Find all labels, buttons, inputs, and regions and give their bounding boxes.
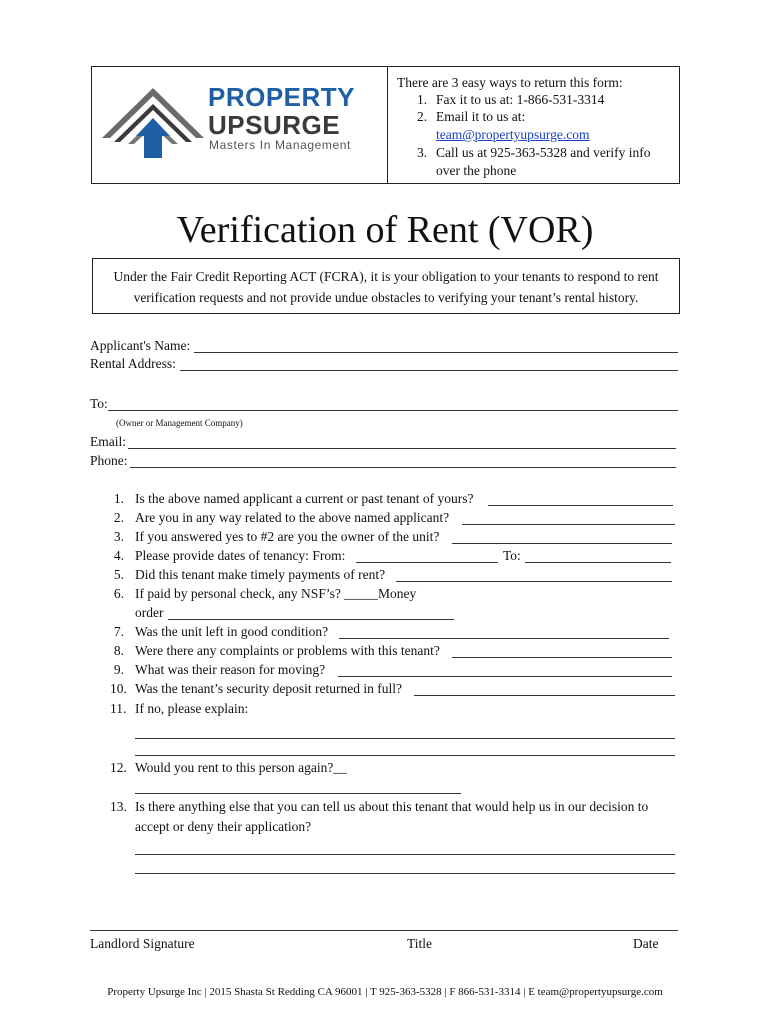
way-1-num: 1. — [417, 92, 428, 107]
logo-line2: UPSURGE — [208, 110, 341, 140]
logo-line1: PROPERTY — [208, 82, 356, 112]
question-text: order — [135, 605, 164, 620]
way-2-text: Email it to us at: — [436, 109, 526, 124]
question-num: 1. — [113, 491, 124, 506]
question-6-continued — [135, 605, 163, 621]
question-num: 6. — [113, 586, 124, 601]
way-2-num: 2. — [417, 109, 428, 124]
answer-11-line-1[interactable] — [135, 738, 675, 739]
way-3-text: Call us at 925-363-5328 and verify info — [436, 145, 651, 160]
question-text-to: To: — [503, 548, 521, 563]
rental-address-label: Rental Address: — [90, 356, 176, 371]
question-num: 11. — [110, 701, 127, 716]
question-text: accept or deny their application? — [135, 819, 312, 834]
answer-9-field[interactable] — [338, 676, 672, 677]
question-num: 12. — [110, 760, 127, 775]
house-icon — [98, 76, 208, 166]
question-13-continued — [135, 819, 311, 835]
fcra-notice — [92, 258, 680, 314]
company-logo — [98, 72, 383, 180]
answer-8-field[interactable] — [452, 657, 672, 658]
question-text: Did this tenant make timely payments of rent? — [135, 567, 386, 582]
to-note: (Owner or Management Company) — [116, 418, 243, 428]
way-1-text: Fax it to us at: 1-866-531-3314 — [436, 92, 605, 107]
title-label: Title — [407, 936, 433, 951]
question-text: What was their reason for moving? — [135, 662, 326, 677]
notice-line2: verification requests and not provide undue obstacles to verifying your tenant’s rental history. — [133, 290, 639, 305]
answer-11-line-2[interactable] — [135, 755, 675, 756]
tenancy-from-field[interactable] — [356, 562, 498, 563]
way-3-continued: over the phone — [436, 163, 517, 178]
answer-13-line-1[interactable] — [135, 854, 675, 855]
question-text: Is there anything else that you can tell us about this tenant that would help us in our decision to — [135, 799, 649, 814]
answer-12-field[interactable] — [135, 793, 461, 794]
question-text: Was the unit left in good condition? — [135, 624, 329, 639]
way-3-num: 3. — [417, 145, 428, 160]
answer-6-field[interactable] — [168, 619, 454, 620]
phone-field[interactable] — [130, 467, 676, 468]
question-text: If you answered yes to #2 are you the owner of the unit? — [135, 529, 440, 544]
header-divider — [387, 66, 388, 184]
answer-2-field[interactable] — [462, 524, 675, 525]
answer-3-field[interactable] — [452, 543, 672, 544]
question-num: 9. — [113, 662, 124, 677]
question-text: Are you in any way related to the above named applicant? — [135, 510, 450, 525]
page-title: Verification of Rent (VOR) — [176, 209, 594, 251]
applicant-name-label: Applicant's Name: — [90, 338, 191, 353]
answer-13-line-2[interactable] — [135, 873, 675, 874]
question-text: Is the above named applicant a current or past tenant of yours? — [135, 491, 474, 506]
question-num: 7. — [113, 624, 124, 639]
footer-contact: Property Upsurge Inc | 2015 Shasta St Redding CA 96001 | T 925-363-5328 | F 866-531-3314 | E team@propertyupsurge.com — [107, 986, 663, 998]
rental-address-field[interactable] — [180, 370, 678, 371]
signature-line[interactable] — [90, 930, 678, 931]
notice-line1: Under the Fair Credit Reporting ACT (FCRA), it is your obligation to your tenants to respond to rent — [113, 269, 659, 284]
answer-5-field[interactable] — [396, 581, 672, 582]
email-link[interactable]: team@propertyupsurge.com — [436, 127, 590, 142]
answer-1-field[interactable] — [488, 505, 673, 506]
to-label: To: — [90, 396, 108, 411]
question-num: 5. — [113, 567, 124, 582]
question-text: If paid by personal check, any NSF’s? _____Money — [135, 586, 417, 601]
answer-7-field[interactable] — [339, 638, 669, 639]
question-num: 13. — [110, 799, 127, 814]
question-text: Was the tenant’s security deposit returned in full? — [135, 681, 402, 696]
email-field[interactable] — [128, 448, 676, 449]
return-instructions — [396, 74, 676, 179]
logo-tagline: Masters In Management — [209, 138, 351, 152]
question-text: Were there any complaints or problems with this tenant? — [135, 643, 440, 658]
date-label: Date — [633, 936, 659, 951]
question-num: 10. — [110, 681, 127, 696]
return-intro: There are 3 easy ways to return this form: — [397, 75, 623, 90]
question-num: 3. — [113, 529, 124, 544]
applicant-name-field[interactable] — [194, 352, 678, 353]
question-text: Please provide dates of tenancy: From: — [135, 548, 346, 563]
question-num: 2. — [113, 510, 124, 525]
email-label: Email: — [90, 434, 126, 449]
tenancy-to-field[interactable] — [525, 562, 671, 563]
landlord-signature-label: Landlord Signature — [90, 936, 195, 951]
phone-label: Phone: — [90, 453, 128, 468]
question-text: If no, please explain: — [135, 701, 249, 716]
to-field[interactable] — [108, 410, 678, 411]
question-text: Would you rent to this person again?__ — [135, 760, 347, 775]
answer-10-field[interactable] — [414, 695, 675, 696]
question-num: 8. — [113, 643, 124, 658]
question-num: 4. — [113, 548, 124, 563]
